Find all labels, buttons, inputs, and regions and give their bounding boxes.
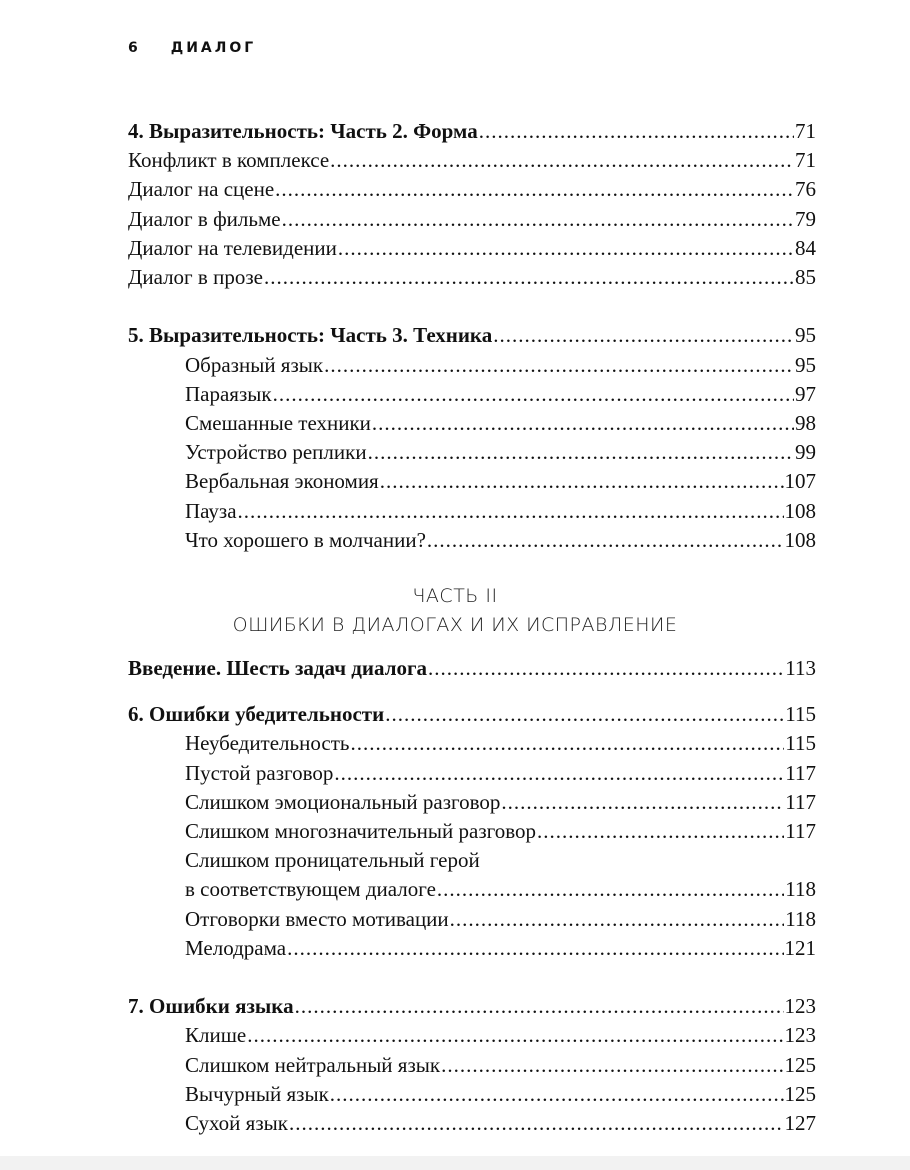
- toc-page: 98: [795, 411, 816, 435]
- toc-page: 108: [784, 528, 816, 552]
- toc-title: Диалог в фильме: [128, 207, 281, 231]
- dot-leader: [238, 498, 784, 524]
- dot-leader: [380, 468, 784, 494]
- toc-page: 108: [784, 499, 816, 523]
- toc-entry[interactable]: [128, 206, 816, 232]
- dot-leader: [338, 235, 794, 261]
- toc-entry[interactable]: [185, 760, 816, 786]
- toc-entry[interactable]: [185, 789, 816, 815]
- toc-entry[interactable]: [185, 876, 816, 902]
- toc-title: Слишком многозначительный разговор: [185, 819, 536, 843]
- toc-page: 79: [795, 207, 816, 231]
- dot-leader: [493, 322, 794, 348]
- toc-title: 7. Ошибки языка: [128, 994, 294, 1018]
- toc-entry[interactable]: [185, 439, 816, 465]
- toc-title: Диалог на телевидении: [128, 236, 337, 260]
- toc-title: Слишком нейтральный язык: [185, 1053, 441, 1077]
- toc-title: Слишком эмоциональный разговор: [185, 790, 501, 814]
- toc-page: 121: [784, 936, 816, 960]
- toc-entry[interactable]: [185, 527, 816, 553]
- dot-leader: [537, 818, 784, 844]
- dot-leader: [437, 876, 784, 902]
- dot-leader: [247, 1022, 783, 1048]
- toc-entry[interactable]: [185, 1081, 816, 1107]
- toc-page: 123: [784, 1023, 816, 1047]
- toc-title: Пауза: [185, 499, 237, 523]
- dot-leader: [287, 935, 783, 961]
- toc-page: 117: [785, 790, 816, 814]
- dot-leader: [330, 147, 794, 173]
- toc-title: Пустой разговор: [185, 761, 334, 785]
- dot-leader: [282, 206, 794, 232]
- toc-page: 95: [795, 323, 816, 347]
- toc-page: 118: [785, 877, 816, 901]
- part-label: ЧАСТЬ II: [412, 585, 498, 607]
- toc-entry[interactable]: [185, 730, 816, 756]
- toc-entry[interactable]: [185, 352, 816, 378]
- toc-page: 125: [784, 1053, 816, 1077]
- dot-leader: [350, 730, 784, 756]
- running-title: ДИАЛОГ: [170, 40, 257, 56]
- dot-leader: [324, 352, 794, 378]
- toc-title: Диалог на сцене: [128, 177, 275, 201]
- toc-page: 107: [784, 469, 816, 493]
- toc-title: Что хорошего в молчании?: [185, 528, 426, 552]
- toc-entry[interactable]: [128, 235, 816, 261]
- dot-leader: [273, 381, 794, 407]
- toc-page: 97: [795, 382, 816, 406]
- toc-title: Отговорки вместо мотивации: [185, 907, 449, 931]
- dot-leader: [264, 264, 794, 290]
- toc-chapter-4[interactable]: [128, 118, 816, 144]
- toc-page: 117: [785, 819, 816, 843]
- dot-leader: [427, 527, 784, 553]
- toc-page: 71: [795, 148, 816, 172]
- dot-leader: [330, 1081, 784, 1107]
- toc-title: Конфликт в комплексе: [128, 148, 330, 172]
- toc-introduction[interactable]: [128, 655, 816, 681]
- page-bottom-edge: [0, 1156, 910, 1170]
- toc-entry[interactable]: [185, 906, 816, 932]
- toc-title: Клише: [185, 1023, 247, 1047]
- dot-leader: [334, 760, 784, 786]
- toc-title: Сухой язык: [185, 1111, 288, 1135]
- toc-title: Мелодрама: [185, 936, 287, 960]
- dot-leader: [295, 993, 784, 1019]
- toc-page: 115: [785, 731, 816, 755]
- dot-leader: [501, 789, 784, 815]
- toc-page: 76: [795, 177, 816, 201]
- toc-page: 113: [785, 656, 816, 680]
- toc-entry[interactable]: [128, 147, 816, 173]
- toc-page: 117: [785, 761, 816, 785]
- toc-title: 5. Выразительность: Часть 3. Техника: [128, 323, 493, 347]
- dot-leader: [275, 176, 794, 202]
- running-header: [128, 40, 256, 56]
- toc-title: Неубедительность: [185, 731, 350, 755]
- toc-title: Диалог в прозе: [128, 265, 263, 289]
- toc-entry[interactable]: [128, 176, 816, 202]
- dot-leader: [385, 701, 784, 727]
- toc-entry[interactable]: [128, 264, 816, 290]
- toc-page: 71: [795, 119, 816, 143]
- toc-entry[interactable]: [185, 498, 816, 524]
- toc-chapter-5[interactable]: [128, 322, 816, 348]
- dot-leader: [289, 1110, 784, 1136]
- toc-page: 85: [795, 265, 816, 289]
- toc-page: 123: [784, 994, 816, 1018]
- toc-entry-first-line[interactable]: Слишком проницательный герой: [185, 848, 480, 872]
- toc-title: Вычурный язык: [185, 1082, 329, 1106]
- toc-title: Параязык: [185, 382, 272, 406]
- dot-leader: [450, 906, 785, 932]
- toc-page: 125: [784, 1082, 816, 1106]
- toc-entry[interactable]: [185, 818, 816, 844]
- toc-page: 95: [795, 353, 816, 377]
- toc-entry[interactable]: [185, 935, 816, 961]
- page-number: 6: [128, 40, 141, 56]
- dot-leader: [368, 439, 794, 465]
- toc-title: 4. Выразительность: Часть 2. Форма: [128, 119, 478, 143]
- toc-entry[interactable]: [185, 1022, 816, 1048]
- dot-leader: [428, 655, 784, 681]
- toc-entry[interactable]: [185, 381, 816, 407]
- dot-leader: [441, 1052, 783, 1078]
- toc-title: Вербальная экономия: [185, 469, 379, 493]
- toc-entry[interactable]: [185, 468, 816, 494]
- toc-title: 6. Ошибки убедительности: [128, 702, 385, 726]
- toc-title: в соответствующем диалоге: [185, 877, 436, 901]
- toc-chapter-7[interactable]: [128, 993, 816, 1019]
- toc-title: Введение. Шесть задач диалога: [128, 656, 428, 680]
- toc-chapter-6[interactable]: [128, 701, 816, 727]
- toc-page: 115: [785, 702, 816, 726]
- toc-entry[interactable]: [185, 410, 816, 436]
- toc-title: Образный язык: [185, 353, 324, 377]
- toc-title: Смешанные техники: [185, 411, 371, 435]
- toc-entry[interactable]: [185, 1052, 816, 1078]
- toc-page: 118: [785, 907, 816, 931]
- dot-leader: [372, 410, 794, 436]
- toc-page: 99: [795, 440, 816, 464]
- toc-page: 84: [795, 236, 816, 260]
- toc-title: Устройство реплики: [185, 440, 367, 464]
- toc-entry[interactable]: [185, 1110, 816, 1136]
- toc-page: 127: [784, 1111, 816, 1135]
- dot-leader: [479, 118, 794, 144]
- part-title: ОШИБКИ В ДИАЛОГАХ И ИХ ИСПРАВЛЕНИЕ: [232, 614, 678, 636]
